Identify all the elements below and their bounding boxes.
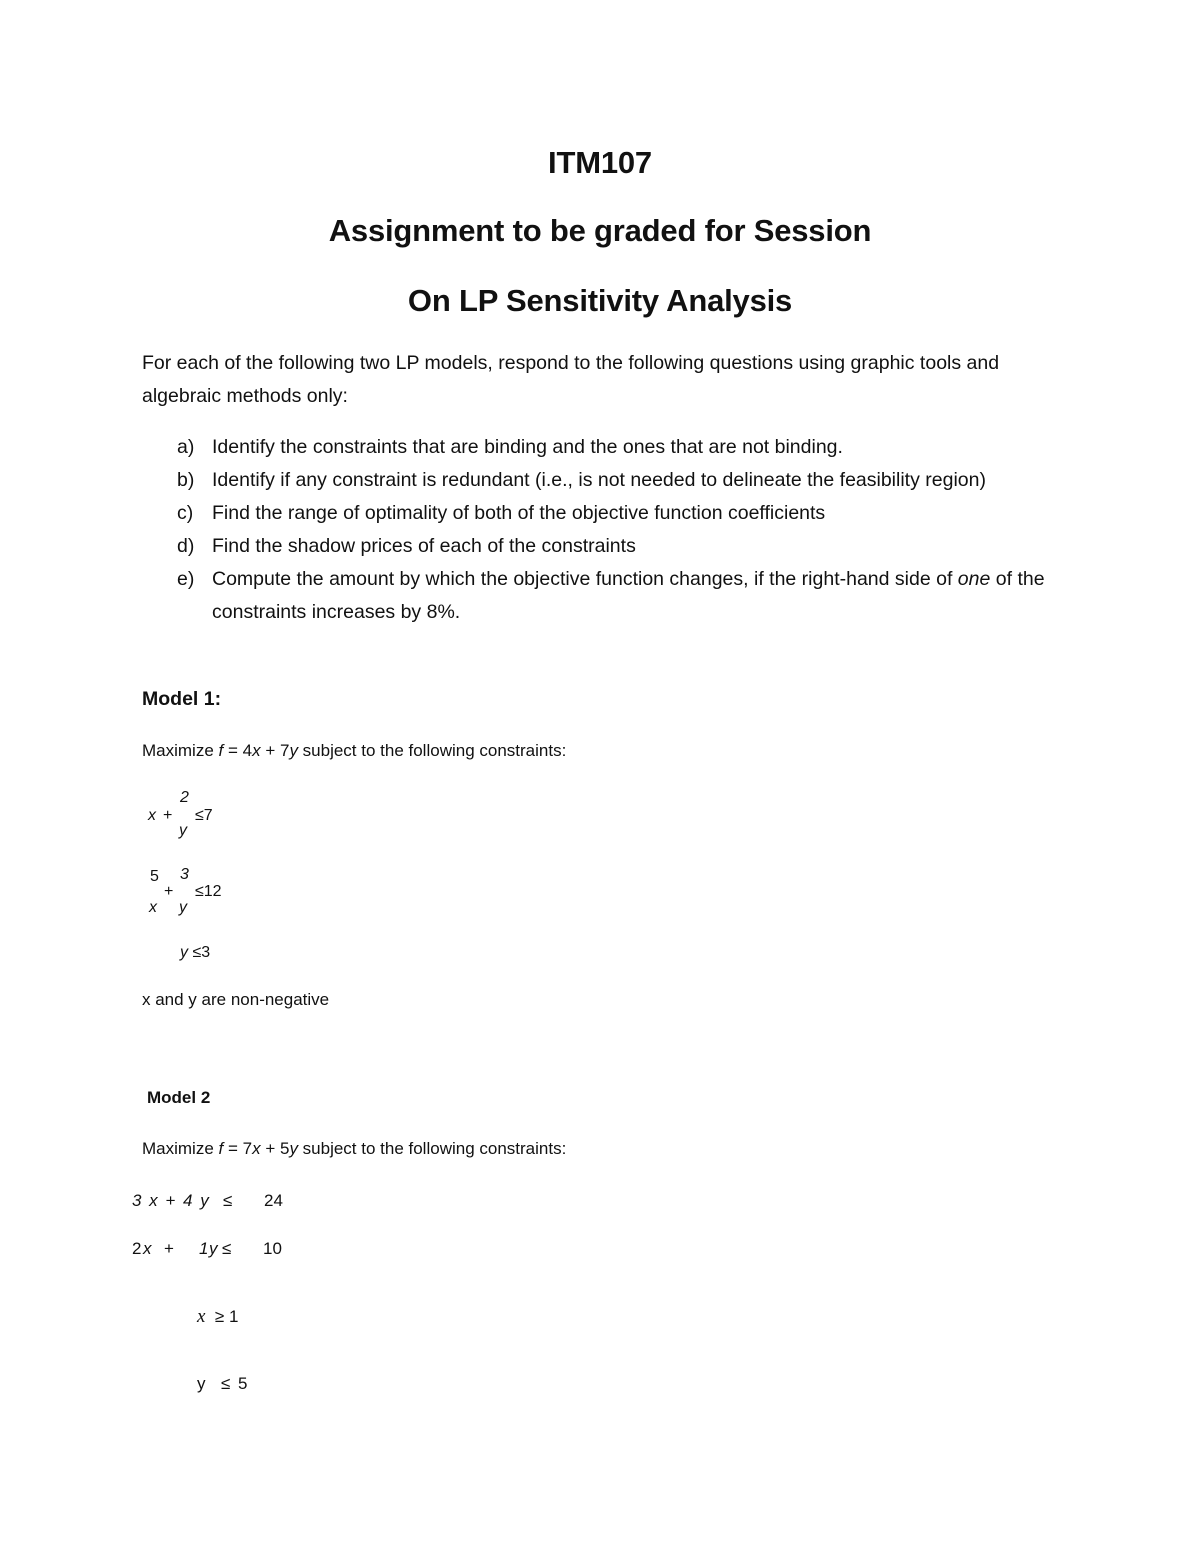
- c1-var-x: x: [148, 807, 156, 824]
- c2-plus: +: [164, 883, 174, 900]
- question-text: Compute the amount by which the objective function changes, if the right-hand side of: [212, 568, 953, 590]
- c2-var-y: y: [179, 899, 187, 916]
- question-letter: c): [177, 502, 194, 524]
- objective-coef-x: = 4: [223, 741, 253, 760]
- model2-heading: Model 2: [147, 1088, 211, 1107]
- objective-suffix: subject to the following constraints:: [297, 1139, 567, 1158]
- c1-relation: ≤: [223, 1191, 233, 1210]
- objective-coef-y: + 5: [260, 1139, 290, 1158]
- question-letter: e): [177, 568, 195, 590]
- topic-title: On LP Sensitivity Analysis: [407, 283, 793, 318]
- model1-heading: Model 1:: [142, 688, 222, 710]
- c2-coef-y: 3: [180, 866, 189, 883]
- question-letter: a): [177, 436, 195, 458]
- objective-suffix: subject to the following constraints:: [297, 741, 567, 760]
- c3-relation: ≥ 1: [214, 1307, 239, 1326]
- c2-var-x: x: [143, 1239, 152, 1258]
- c1-lhs: 3 x + 4 y: [132, 1191, 209, 1210]
- c2-var-y: y: [209, 1239, 218, 1258]
- intro-paragraph: For each of the following two LP models, respond to the following questions using graphic tools and algebraic methods only:: [142, 352, 1000, 407]
- c2-coef-y: 1: [199, 1239, 209, 1258]
- objective-var-f: f: [218, 1139, 224, 1158]
- question-text: Find the shadow prices of each of the constraints: [212, 535, 636, 557]
- objective-prefix: Maximize: [142, 1139, 219, 1158]
- c3-var-y: y: [180, 944, 188, 961]
- c2-rhs: 10: [263, 1239, 282, 1258]
- question-text-tail: of the constraints increases by 8%.: [212, 568, 1045, 623]
- question-letter: d): [177, 535, 195, 557]
- c1-plus: +: [163, 807, 173, 824]
- c2-coef-x: 2: [132, 1239, 142, 1258]
- emphasis-word: one: [957, 568, 991, 590]
- question-item: [177, 497, 1057, 530]
- c1-relation: ≤7: [195, 807, 213, 824]
- question-text: Find the range of optimality of both of the objective function coefficients: [212, 502, 826, 524]
- c3-var-x: x: [197, 1306, 206, 1327]
- assignment-title: Assignment to be graded for Session: [328, 213, 872, 248]
- objective-var-x: x: [252, 741, 261, 760]
- objective-coef-x: = 7: [223, 1139, 253, 1158]
- question-list: [177, 431, 1057, 629]
- question-item: [177, 563, 1057, 629]
- c3-relation: ≤3: [192, 944, 211, 961]
- c1-var-y: y: [179, 822, 187, 839]
- model1-objective: [142, 741, 566, 761]
- course-code: ITM107: [548, 145, 652, 180]
- c2-relation: ≤: [222, 1239, 232, 1258]
- objective-var-y: y: [289, 741, 298, 760]
- question-text: Identify if any constraint is redundant (i.e., is not needed to delineate the feasibility region): [212, 469, 986, 491]
- question-text: Identify the constraints that are binding and the ones that are not binding.: [212, 436, 843, 458]
- model2-constraint-3: [197, 1306, 238, 1328]
- question-item: [177, 464, 1057, 497]
- c2-coef-x: 5: [150, 868, 159, 885]
- model1-nonnegativity: x and y are non-negative: [142, 990, 330, 1009]
- model2-objective: [142, 1139, 566, 1159]
- model1-constraint-3: [180, 944, 210, 962]
- question-item: [177, 530, 1057, 563]
- c1-coef-y: 2: [180, 789, 189, 806]
- objective-var-f: f: [218, 741, 224, 760]
- question-letter: b): [177, 469, 195, 491]
- objective-prefix: Maximize: [142, 741, 219, 760]
- c4-var-y: y: [197, 1374, 206, 1393]
- objective-var-x: x: [252, 1139, 261, 1158]
- model2-constraint-4: [197, 1374, 247, 1394]
- c2-var-x: x: [149, 899, 157, 916]
- objective-var-y: y: [289, 1139, 298, 1158]
- objective-coef-y: + 7: [260, 741, 290, 760]
- c2-plus: +: [164, 1239, 174, 1258]
- c2-relation: ≤12: [195, 883, 222, 900]
- c1-rhs: 24: [264, 1191, 283, 1210]
- c4-relation: ≤ 5: [220, 1374, 248, 1393]
- question-item: [177, 431, 1057, 464]
